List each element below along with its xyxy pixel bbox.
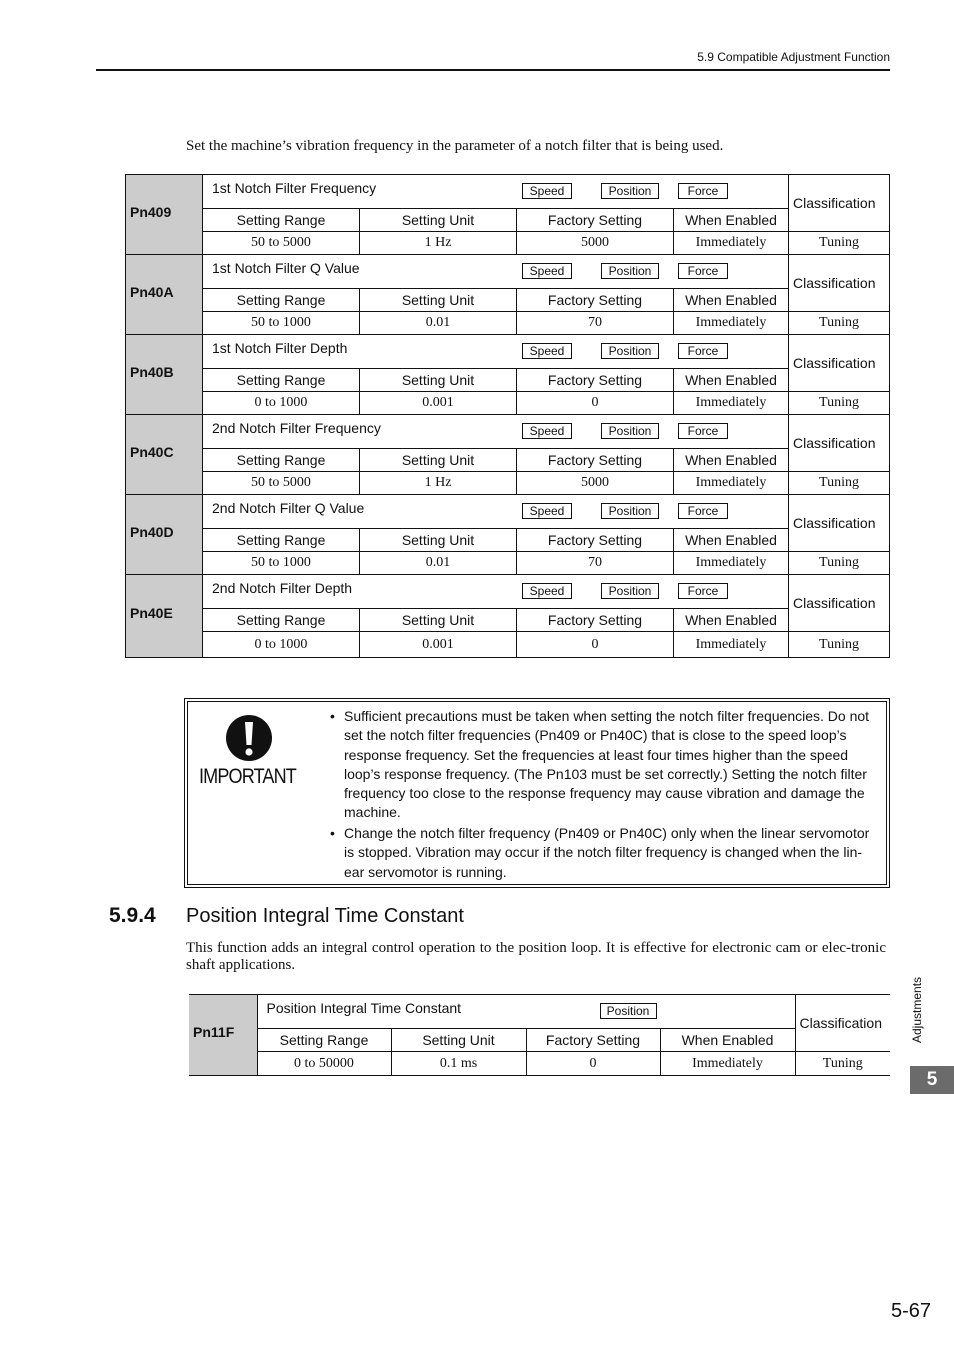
parameter-name: 1st Notch Filter Frequency (212, 180, 377, 196)
factory-setting-value: 5000 (517, 232, 674, 255)
parameter-name-cell (203, 255, 789, 289)
setting-unit-header: Setting Unit (360, 529, 517, 552)
force-badge: Force (678, 423, 728, 439)
classification-header: Classification (789, 575, 890, 632)
running-header: 5.9 Compatible Adjustment Function (697, 50, 890, 64)
parameter-code: Pn409 (126, 175, 203, 255)
setting-unit-header: Setting Unit (360, 289, 517, 312)
setting-range-header: Setting Range (203, 609, 360, 632)
intro-paragraph: Set the machine’s vibration frequency in the parameter of a notch filter that is being used. (186, 138, 724, 154)
parameter-name-cell (203, 175, 789, 209)
page-number: 5-67 (890, 1300, 931, 1322)
when-enabled-header: When Enabled (674, 289, 789, 312)
setting-range-header: Setting Range (203, 449, 360, 472)
setting-range-value: 50 to 1000 (203, 312, 360, 335)
setting-unit-value: 1 Hz (360, 472, 517, 495)
setting-unit-header: Setting Unit (360, 369, 517, 392)
classification-header: Classification (789, 175, 890, 232)
factory-setting-value: 5000 (517, 472, 674, 495)
important-label: IMPORTANT (199, 765, 296, 788)
when-enabled-value: Immediately (660, 1052, 795, 1076)
setting-range-value: 0 to 50000 (257, 1052, 391, 1076)
setting-range-value: 50 to 5000 (203, 472, 360, 495)
setting-range-header: Setting Range (203, 209, 360, 232)
setting-unit-header: Setting Unit (391, 1029, 526, 1052)
setting-unit-value: 0.001 (360, 632, 517, 658)
force-badge: Force (678, 183, 728, 199)
setting-range-value: 0 to 1000 (203, 632, 360, 658)
when-enabled-header: When Enabled (674, 369, 789, 392)
classification-value: Tuning (789, 552, 890, 575)
parameter-code: Pn40A (126, 255, 203, 335)
setting-range-value: 50 to 1000 (203, 552, 360, 575)
speed-badge: Speed (522, 503, 572, 519)
position-badge: Position (601, 503, 659, 519)
factory-setting-header: Factory Setting (517, 529, 674, 552)
parameter-name: 1st Notch Filter Depth (212, 340, 348, 356)
factory-setting-value: 70 (517, 312, 674, 335)
parameter-name: 2nd Notch Filter Depth (212, 580, 353, 596)
position-badge: Position (601, 583, 659, 599)
important-notice (184, 698, 890, 888)
when-enabled-header: When Enabled (660, 1029, 795, 1052)
classification-header: Classification (789, 495, 890, 552)
parameter-code: Pn40E (126, 575, 203, 658)
classification-header: Classification (795, 995, 890, 1052)
speed-badge: Speed (522, 583, 572, 599)
when-enabled-header: When Enabled (674, 609, 789, 632)
setting-range-header: Setting Range (257, 1029, 391, 1052)
speed-badge: Speed (522, 423, 572, 439)
factory-setting-header: Factory Setting (517, 209, 674, 232)
when-enabled-header: When Enabled (674, 449, 789, 472)
setting-unit-header: Setting Unit (360, 609, 517, 632)
factory-setting-header: Factory Setting (526, 1029, 660, 1052)
classification-value: Tuning (789, 632, 890, 658)
when-enabled-value: Immediately (674, 472, 789, 495)
classification-value: Tuning (789, 232, 890, 255)
factory-setting-header: Factory Setting (517, 289, 674, 312)
setting-range-header: Setting Range (203, 369, 360, 392)
classification-value: Tuning (789, 472, 890, 495)
speed-badge: Speed (522, 343, 572, 359)
classification-header: Classification (789, 335, 890, 392)
parameter-name-cell (203, 575, 789, 609)
factory-setting-header: Factory Setting (517, 609, 674, 632)
position-badge: Position (600, 1003, 657, 1019)
factory-setting-value: 70 (517, 552, 674, 575)
classification-value: Tuning (789, 312, 890, 335)
force-badge: Force (678, 503, 728, 519)
position-badge: Position (601, 423, 659, 439)
pn11f-parameter-table (189, 994, 890, 1076)
parameter-code: Pn11F (189, 995, 257, 1076)
force-badge: Force (678, 263, 728, 279)
setting-unit-header: Setting Unit (360, 449, 517, 472)
chapter-tab: 5 (910, 1066, 954, 1094)
classification-header: Classification (789, 255, 890, 312)
when-enabled-value: Immediately (674, 552, 789, 575)
position-badge: Position (601, 343, 659, 359)
setting-unit-value: 0.01 (360, 312, 517, 335)
header-rule (96, 69, 890, 71)
section-number: 5.9.4 (109, 904, 156, 927)
parameter-name-cell (203, 415, 789, 449)
setting-unit-value: 0.001 (360, 392, 517, 415)
when-enabled-header: When Enabled (674, 209, 789, 232)
parameter-code: Pn40B (126, 335, 203, 415)
setting-unit-value: 0.01 (360, 552, 517, 575)
parameter-name: Position Integral Time Constant (266, 1000, 462, 1016)
important-bullet: • Change the notch filter frequency (Pn409 or Pn40C) only when the linear servomotor is stopped. Vibration may occur if the notch filter frequency is changed when the lin-ear servomotor is running. (330, 825, 870, 880)
parameter-code: Pn40C (126, 415, 203, 495)
exclamation-icon (225, 714, 273, 762)
position-badge: Position (601, 263, 659, 279)
force-badge: Force (678, 343, 728, 359)
classification-header: Classification (789, 415, 890, 472)
parameter-name: 1st Notch Filter Q Value (212, 260, 360, 276)
parameter-name-cell (257, 995, 795, 1029)
parameter-name: 2nd Notch Filter Q Value (212, 500, 365, 516)
factory-setting-header: Factory Setting (517, 449, 674, 472)
setting-range-header: Setting Range (203, 529, 360, 552)
speed-badge: Speed (522, 183, 572, 199)
speed-badge: Speed (522, 263, 572, 279)
classification-value: Tuning (795, 1052, 890, 1076)
classification-value: Tuning (789, 392, 890, 415)
when-enabled-value: Immediately (674, 232, 789, 255)
when-enabled-value: Immediately (674, 392, 789, 415)
chapter-side-label: Adjustments (910, 976, 924, 1043)
section-title: Position Integral Time Constant (186, 905, 464, 927)
factory-setting-value: 0 (517, 632, 674, 658)
factory-setting-value: 0 (526, 1052, 660, 1076)
parameter-name-cell (203, 335, 789, 369)
position-badge: Position (601, 183, 659, 199)
setting-unit-value: 0.1 ms (391, 1052, 526, 1076)
when-enabled-value: Immediately (674, 312, 789, 335)
when-enabled-header: When Enabled (674, 529, 789, 552)
force-badge: Force (678, 583, 728, 599)
setting-range-value: 50 to 5000 (203, 232, 360, 255)
parameter-name-cell (203, 495, 789, 529)
notch-filter-parameter-table (125, 174, 890, 658)
parameter-name: 2nd Notch Filter Frequency (212, 420, 381, 436)
setting-range-value: 0 to 1000 (203, 392, 360, 415)
setting-unit-header: Setting Unit (360, 209, 517, 232)
setting-unit-value: 1 Hz (360, 232, 517, 255)
setting-range-header: Setting Range (203, 289, 360, 312)
factory-setting-header: Factory Setting (517, 369, 674, 392)
important-bullet: • Sufficient precautions must be taken when setting the notch filter frequencies. Do not set the notch filter frequencies (Pn409 or Pn40C) that is close to the speed loop’s response frequency. Set the frequencies at least four times higher than the speed loop’s response frequency. (The Pn103 must be set correctly.) Setting the notch filter frequency too close to the response frequency may cause vibration and damage the machine. (330, 708, 870, 821)
parameter-code: Pn40D (126, 495, 203, 575)
factory-setting-value: 0 (517, 392, 674, 415)
when-enabled-value: Immediately (674, 632, 789, 658)
section-description: This function adds an integral control operation to the position loop. It is effective for electronic cam or elec-tronic shaft applications. (186, 940, 886, 973)
